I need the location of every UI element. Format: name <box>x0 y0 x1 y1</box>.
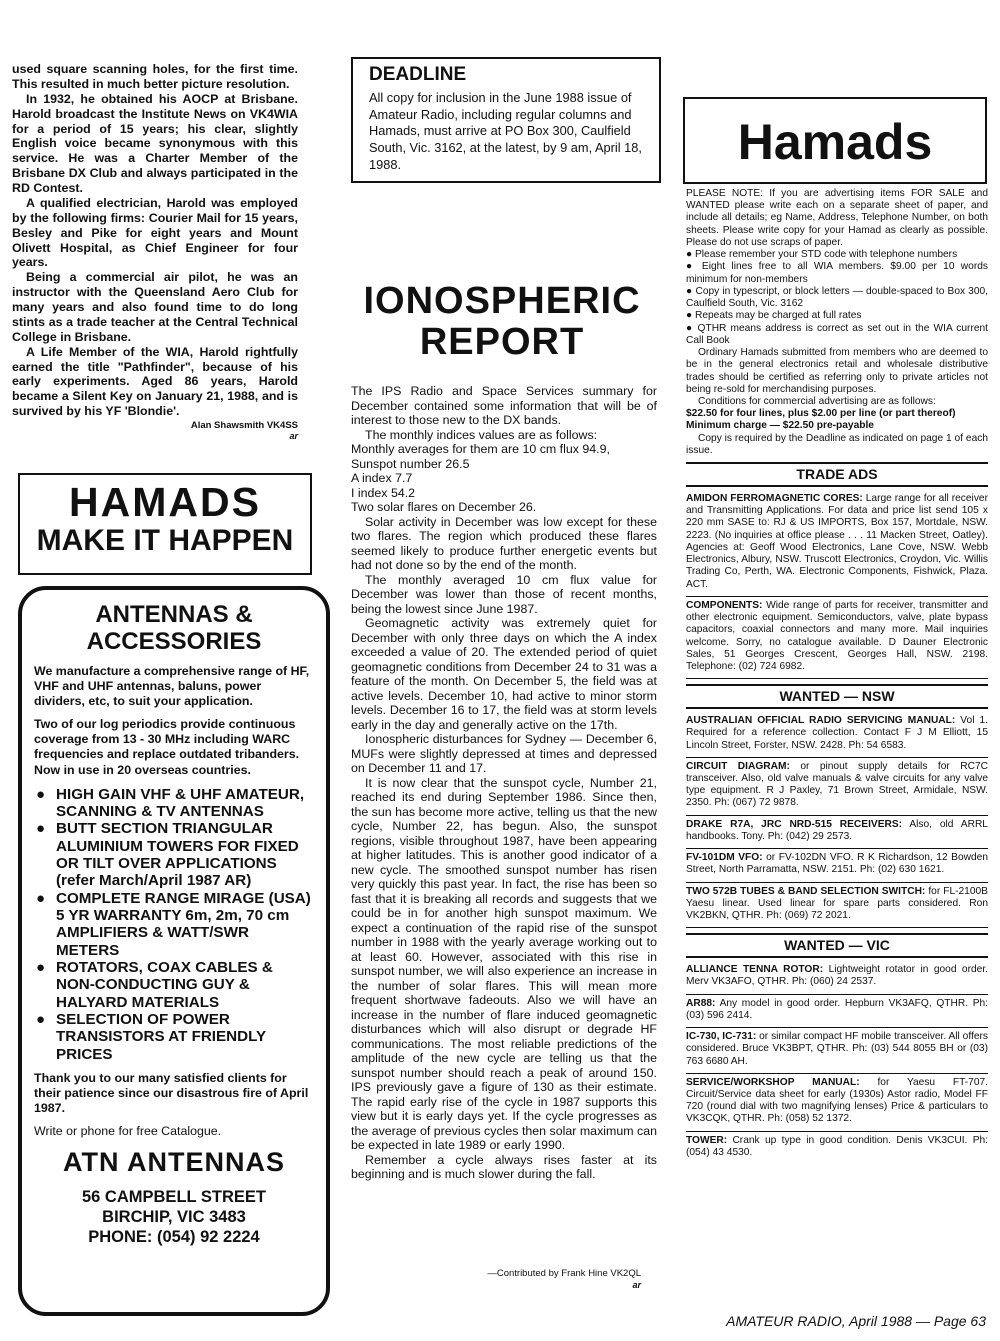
ad-feature: ● HIGH GAIN VHF & UHF AMATEUR, SCANNING & TV ANTENNAS <box>34 786 314 821</box>
article-paragraph: A qualified electrician, Harold was employed by the following firms: Courier Mail for 15 years, Besley and Pike for eight years and Mount Olivett Hospital, as Chief Engineer for four years. <box>12 195 298 270</box>
classified-ad <box>686 1135 988 1164</box>
ad-catalogue: Write or phone for free Catalogue. <box>34 1124 222 1139</box>
ad-title: SERVICE/WORKSHOP MANUAL: <box>686 1076 860 1088</box>
company-phone: PHONE: (054) 92 2224 <box>88 1227 260 1246</box>
article-paragraph: Ionospheric disturbances for Sydney — December 6, MUFs were slightly depressed at times and depressed on December 11 and 17. <box>351 732 657 775</box>
wanted-vic-heading: WANTED — VIC <box>686 933 988 958</box>
hamads-promo-title: HAMADS <box>69 479 261 525</box>
contributor: —Contributed by Frank Hine VK2QL <box>487 1268 641 1279</box>
index-line: I index 54.2 <box>351 485 416 500</box>
article-paragraph: Solar activity in December was low except for these two flares. The region which produced these flares seemed likely to produce further energetic events but had not done so by the end of the month. <box>351 514 657 572</box>
ad-body: Wide range of parts for receiver, transmitter and other electronic equipment. Semiconductors, valve, plate bypass capacitors, coaxial connectors and many more. Mail inquiries welcome. Sorry, no catalogue available. D Dauner Electronic Sales, 51 Georges Crescent, Georges Hall, NSW. 2198. Telephone: (02) 724 6982. <box>686 599 988 672</box>
deadline-box <box>351 57 661 183</box>
ad-title-line: ACCESSORIES <box>86 627 262 655</box>
minimum-note: Minimum charge — $22.50 pre-payable <box>686 420 874 432</box>
classified-ad <box>686 761 988 816</box>
index-line: A index 7.7 <box>351 471 413 485</box>
publication-name: AMATEUR RADIO, <box>726 1313 846 1329</box>
classified-ad <box>686 852 988 882</box>
hamads-heading: Hamads <box>737 114 933 170</box>
ad-body: Crank up type in good condition. Denis VK3CUI. Ph: (054) 43 4530. <box>686 1134 988 1158</box>
classified-ad <box>686 1031 988 1074</box>
ad-title: DRAKE R7A, JRC NRD-515 RECEIVERS: <box>686 818 903 830</box>
ad-thanks: Thank you to our many satisfied clients for their patience since our disastrous fire of April 1987. <box>34 1070 309 1116</box>
article-paragraph: Remember a cycle always rises faster at its beginning and is much slower during the fall. <box>351 1152 657 1181</box>
ad-body: Also, old ARRL handbooks. Tony. Ph: (042) 29 2573. <box>686 818 988 842</box>
note-bullet: ● Eight lines free to all WIA members. $9.00 per 10 words minimum for non-members <box>686 261 988 285</box>
ad-title: TOWER: <box>686 1134 728 1146</box>
classified-ad <box>686 493 988 597</box>
classified-ad <box>686 886 988 929</box>
ionospheric-article <box>351 384 657 1290</box>
ad-title: FV-101DM VFO: <box>686 852 763 864</box>
hamads-promo-tagline: MAKE IT HAPPEN <box>36 524 294 558</box>
trade-ads-heading: TRADE ADS <box>686 462 988 487</box>
index-line: Two solar flares on December 26. <box>351 500 537 514</box>
company-street: 56 CAMPBELL STREET <box>82 1188 266 1207</box>
antenna-advertisement <box>18 586 330 1316</box>
article-paragraph: The monthly averaged 10 cm flux value for December was lower than those of recent months, being the lowest since June 1987. <box>351 572 657 616</box>
conditions-note: Conditions for commercial advertising are as follows: <box>698 395 936 407</box>
article-paragraph: The IPS Radio and Space Services summary for December contained some information that will be of interest to those new to the DX bands. <box>351 384 657 427</box>
ad-body: for Yaesu FT-707. Circuit/Service data sheet for early (1930s) Astor radio, Model FF 720 (round dial with two magnifying lenses) Price & particulars to VK3CQK, QTHR. Ph: (058) 52 1372. <box>686 1076 988 1125</box>
note-bullet: ● QTHR means address is correct as set out in the WIA current Call Book <box>686 322 988 346</box>
note-bullet: ● Please remember your STD code with telephone numbers <box>686 249 958 261</box>
ad-title: ALLIANCE TENNA ROTOR: <box>686 964 824 976</box>
ad-feature-list <box>34 786 314 1063</box>
index-line: Sunspot number 26.5 <box>351 456 470 471</box>
hamads-heading-box <box>683 97 987 184</box>
ad-feature: ● ROTATORS, COAX CABLES & NON-CONDUCTING GUY & HALYARD MATERIALS <box>34 959 314 1011</box>
ad-body: for FL-2100B Yaesu linear. Used linear for spare parts considered. Ron VK2BKN, QTHR. Ph: (069) 72 2021. <box>686 885 988 922</box>
classified-ad <box>686 715 988 758</box>
ad-body: Vol 1. Required for a reference collection. Contact F J M Elliott, 15 Lincoln Street, Forster, NSW. 2428. Ph: 54 6583. <box>686 715 988 751</box>
title-line: REPORT <box>419 321 585 364</box>
end-mark: ar <box>632 1280 641 1290</box>
note-bullet: ● Repeats may be charged at full rates <box>686 310 862 322</box>
please-note: PLEASE NOTE: If you are advertising items FOR SALE and WANTED please write each on a separate sheet of paper, and include all details; eg Name, Address, Telephone Number, on both sheets. Please write copy for your Hamad as clearly as possible. Please do not use scraps of paper. <box>686 188 988 248</box>
ad-body: or pinout supply details for RC7C transceiver. Also, old valve manuals & valve circuits for any valve type equipment. R J Paxley, 71 Brown Street, Armidale, NSW. 2350. Ph: (067) 72 9878. <box>686 760 988 809</box>
copy-note: Copy is required by the Deadline as indicated on page 1 of each issue. <box>686 432 988 456</box>
classified-ad <box>686 1077 988 1132</box>
issue-page: April 1988 — Page 63 <box>849 1313 986 1329</box>
ad-title: TWO 572B TUBES & BAND SELECTION SWITCH: <box>686 885 926 897</box>
article-paragraph: In 1932, he obtained his AOCP at Brisbane. Harold broadcast the Institute News on VK4WIA for a period of 15 years; his clear, slightly English voice became synonymous with this service. He was a Charter Member of the Brisbane DX Club and always participated in the RD Contest. <box>12 91 298 195</box>
ad-title: COMPONENTS: <box>686 599 763 611</box>
ad-title: AMIDON FERROMAGNETIC CORES: <box>686 492 863 504</box>
ordinary-note: Ordinary Hamads submitted from members who are deemed to be in the general electronics retail and wholesale distributive trades should be certified as referring only to private articles not being re-sold for merchandising purposes. <box>686 347 988 395</box>
hamads-promo-box <box>18 473 312 575</box>
classified-ad <box>686 600 988 679</box>
end-mark: ar <box>289 431 298 442</box>
rates-note: $22.50 for four lines, plus $2.00 per line (or part thereof) <box>686 408 956 420</box>
ad-body: Lightweight rotator in good order. Merv VK3AFO, QTHR. Ph: (060) 24 2537. <box>686 964 988 988</box>
wanted-nsw-heading: WANTED — NSW <box>686 684 988 709</box>
ad-body: or similar compact HF mobile transceiver. All offers considered. Bruce VK3BPT, QTHR. Ph: (03) 544 8055 BH or (03) 763 6680 AH. <box>686 1031 988 1067</box>
article-signature: Alan Shawsmith VK4SS <box>190 420 298 431</box>
ad-feature: ● COMPLETE RANGE MIRAGE (USA) 5 YR WARRANTY 6m, 2m, 70 cm AMPLIFIERS & WATT/SWR METERS <box>34 890 314 959</box>
classified-ad <box>686 819 988 849</box>
ad-title: AUSTRALIAN OFFICIAL RADIO SERVICING MANUAL: <box>686 715 956 727</box>
title-line: IONOSPHERIC <box>363 280 641 322</box>
page-footer <box>726 1313 986 1329</box>
deadline-text: All copy for inclusion in the June 1988 issue of Amateur Radio, including regular columns and Hamads, must arrive at PO Box 300, Caulfield South, Vic. 3162, at the latest, by 9 am, April 18, 1988. <box>369 90 642 172</box>
ad-title <box>34 602 314 656</box>
ad-intro: We manufacture a comprehensive range of HF, VHF and UHF antennas, baluns, power dividers, etc, to suit your application. <box>34 663 310 708</box>
ad-feature: ● SELECTION OF POWER TRANSISTORS AT FRIENDLY PRICES <box>34 1011 314 1063</box>
ad-title: CIRCUIT DIAGRAM: <box>686 760 790 772</box>
company-town: BIRCHIP, VIC 3483 <box>102 1208 246 1227</box>
classified-ad <box>686 964 988 994</box>
article-paragraph: A Life Member of the WIA, Harold rightfully earned the title "Pathfinder", because of his early experiments. Aged 86 years, Harold became a Silent Key on January 21, 1988, and is survived by his YF 'Blondie'. <box>12 344 298 419</box>
article-paragraph: used square scanning holes, for the first time. This resulted in much better picture resolution. <box>12 62 298 91</box>
article-paragraph: Being a commercial air pilot, he was an instructor with the Queensland Aero Club for many years and also found time to do long stints as a trade teacher at the Central Technical College in Brisbane. <box>12 270 298 344</box>
ad-feature: ● BUTT SECTION TRIANGULAR ALUMINIUM TOWERS FOR FIXED OR TILT OVER APPLICATIONS (refer March/April 1987 AR) <box>34 820 314 889</box>
ad-title: AR88: <box>686 997 716 1009</box>
obituary-article <box>12 62 298 442</box>
ad-body: Any model in good order. Hepburn VK3AFQ, QTHR. Ph: (03) 596 2414. <box>686 997 988 1021</box>
ad-body: or FV-102DN VFO. R K Richardson, 12 Bowden Street, North Parramatta, NSW. 2151. Ph: (02) 630 1621. <box>686 852 988 876</box>
ionospheric-title <box>352 281 652 363</box>
article-paragraph: Geomagnetic activity was extremely quiet for December with only three days on which the A index exceeded a value of 20. The extended period of quiet geomagnetic conditions from December 24 to 31 was a feature of the month. On December 5, the field was at active levels. December 10, had active to minor storm levels. December 16 to 17, the field was at storm levels early in the day and generally active on the 17th. <box>351 616 657 732</box>
index-line: Monthly averages for them are 10 cm flux 94.9, <box>351 442 610 456</box>
deadline-heading: DEADLINE <box>369 64 467 85</box>
classifieds-column <box>686 188 988 1167</box>
company-name: ATN ANTENNAS <box>63 1147 285 1178</box>
ad-title-line: ANTENNAS & <box>95 601 253 628</box>
article-paragraph: The monthly indices values are as follows: <box>365 427 598 442</box>
article-paragraph: It is now clear that the sunspot cycle, Number 21, reached its end during September 1986. Since then, the sun has become more active, telling us that the new cycle, Number 22, has begun. Also, the sunspot regions, visible throughout 1987, have been appearing at higher latitudes. This is another good indicator of a new cycle. The smoothed sunspot number has risen very quickly this past year. In fact, the rise has been so fast that it is breaking all records and suggests that we could be in for another high sunspot maximum. We expect a continuation of the rapid rise of the sunspot number in 1988 with the yearly average working out to at least 60. However, associated with this rise in sunspot number, we will also experience an increase in the number of solar flares. This will mean more frequent shortwave fadeouts. Also we will have an increase in the number of flare induced geomagnetic disturbances which will also disrupt or degrade HF communications. The most reliable predictions of the amplitude of the new cycle are telling us that the sunspot number should reach a peak of around 150. IPS previously gave a figure of 130 as their estimate. The rapid early rise of the cycle in 1987 supports this view but it is early days yet. If the cycle progresses as the average of previous cycles then solar maximum can be expected in late 1989 or early 1990. <box>351 775 657 1152</box>
ad-body: Large range for all receiver and Transmitting Applications. For data and price list send 105 x 220 mm SASE to: RJ & US IMPORTS, Box 157, Mortdale, NSW. 2223. (No inquiries at office please . . . 11 Macken Street, Oatley). Agencies at: Geoff Wood Electronics, Lane Cove, NSW. Webb Electronics, Albury, NSW. Truscott Electronics, Croydon, Vic. Willis Trading Co, Perth, WA. Electronic Components, Fishwick, Plaza. ACT. <box>686 492 988 590</box>
note-bullet: ● Copy in typescript, or block letters — double-spaced to Box 300, Caulfield South, Vic. 3162 <box>686 285 988 310</box>
ad-intro: Two of our log periodics provide continuous coverage from 13 - 30 MHz including WARC frequencies and replace outdated tribanders. Now in use in 20 overseas countries. <box>34 717 300 777</box>
ad-title: IC-730, IC-731: <box>686 1031 757 1043</box>
classified-ad <box>686 998 988 1028</box>
